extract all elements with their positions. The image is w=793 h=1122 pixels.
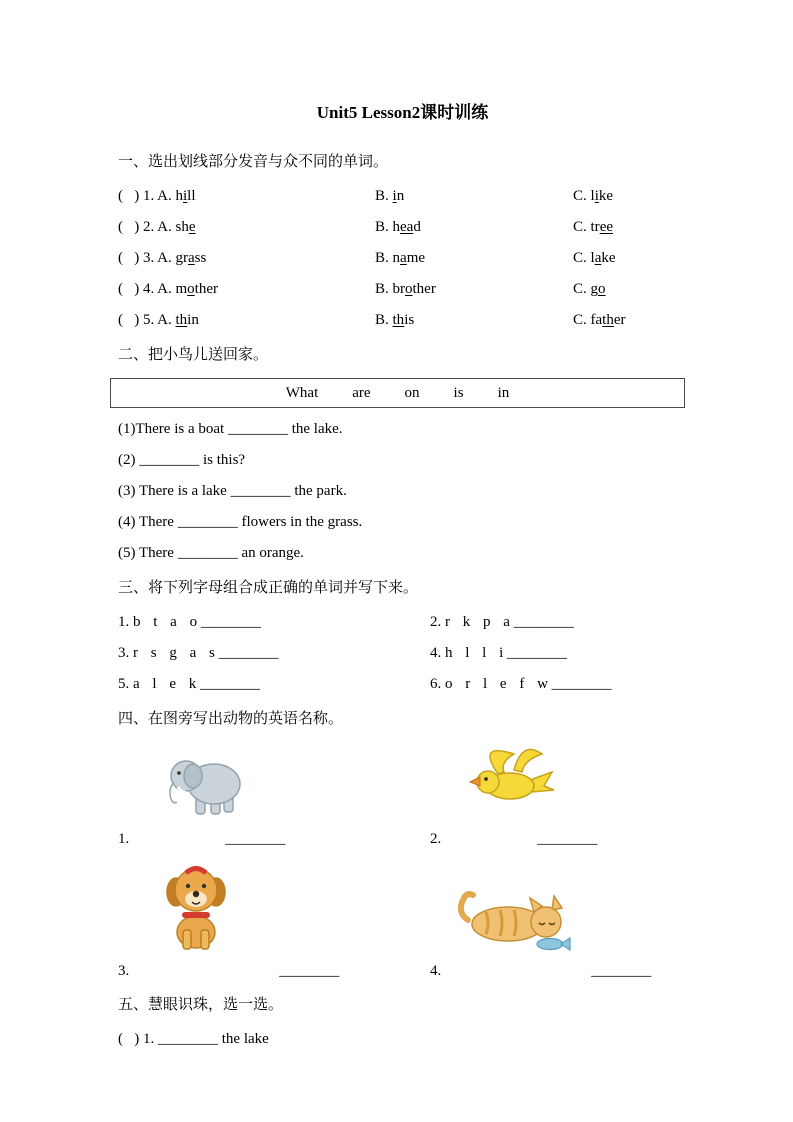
section3-heading: 三、将下列字母组合成正确的单词并写下来。 [118,580,419,596]
dog-icon [146,860,246,952]
section1-heading: 一、选出划线部分发音与众不同的单词。 [118,154,389,170]
pronunciation-option: C. like [573,188,614,204]
option-word: grass [175,250,207,266]
underlined-letters: ea [400,219,414,235]
pronunciation-option: B. brother [375,281,436,297]
animal-label-3 [118,956,430,986]
word-bank [110,378,685,408]
option-word: this [392,312,415,328]
elephant-icon [164,744,244,820]
animal-number: 4. [430,963,442,979]
pronunciation-option: B. name [375,250,426,266]
letter-scramble-item: 5. a l e k ________ [118,676,260,692]
answer-blank: ________ [551,676,612,692]
scrambled-letters: h l l i [445,645,504,661]
underlined-letters: a [594,250,602,266]
fill-blank-sentence: (3) There is a lake ________ the park. [118,483,347,499]
pronunciation-row [118,243,687,274]
letter-scramble-item: 1. b t a o ________ [118,614,261,630]
answer-blank: ________ [199,676,260,692]
pronunciation-row [118,212,687,243]
pronunciation-option: ( ) 4. A. mother [118,281,218,297]
pronunciation-option: B. this [375,312,415,328]
pronunciation-option: C. go [573,281,606,297]
animal-label-1 [118,824,430,854]
fill-blank-sentence: (4) There ________ flowers in the grass. [118,514,363,530]
animal-number: 2. [430,831,442,847]
pronunciation-option: C. tree [573,219,614,235]
dog-image-cell [118,860,430,952]
answer-blank: ________ [218,645,279,661]
pronunciation-row [118,274,687,305]
answer-blank: ________ [537,831,598,847]
animal-labels-row-2 [118,956,687,986]
option-word: go [590,281,606,297]
option-word: in [392,188,405,204]
option-word: tree [590,219,614,235]
underlined-letters: th [175,312,188,328]
answer-blank: ________ [591,963,652,979]
option-word: brother [392,281,436,297]
letter-scramble-item: 2. r k p a ________ [430,614,574,630]
underlined-letters: i [183,188,188,204]
pronunciation-option: ( ) 2. A. she [118,219,196,235]
page-title: Unit5 Lesson2课时训练 [316,103,489,122]
pronunciation-option: C. lake [573,250,616,266]
scrambled-letters: b t a o [133,614,198,630]
option-word: like [590,188,614,204]
cat-icon [454,882,572,952]
option-word: head [392,219,421,235]
pronunciation-option: ( ) 3. A. grass [118,250,207,266]
fill-blank-sentence: (1)There is a boat ________ the lake. [118,421,343,437]
section5-item-1: ( ) 1. ________ the lake [118,1031,269,1047]
pronunciation-row [118,181,687,212]
word-bank-word: on [404,384,420,401]
fill-blank-sentence: (2) ________ is this? [118,452,246,468]
option-word: father [590,312,626,328]
bird-image-cell [430,738,687,820]
option-word: she [175,219,196,235]
section2-heading: 二、把小鸟儿送回家。 [118,347,269,363]
pronunciation-option: C. father [573,312,626,328]
answer-blank: ________ [279,963,340,979]
option-word: name [392,250,426,266]
answer-blank: ________ [200,614,261,630]
answer-blank: ________ [225,831,286,847]
animal-images-row-1 [118,738,687,820]
section1-rows [118,181,687,336]
answer-blank: ________ [507,645,568,661]
scrambled-letters: r k p a [445,614,510,630]
scrambled-letters: o r l e f w [445,676,548,692]
animal-images-row-2 [118,860,687,952]
pronunciation-row [118,305,687,336]
fill-blank-sentence: (5) There ________ an orange. [118,545,304,561]
pronunciation-option: B. head [375,219,421,235]
pronunciation-option: ( ) 1. A. hill [118,188,196,204]
section5-heading: 五、慧眼识珠，选一选。 [118,997,284,1013]
scrambled-letters: r s g a s [133,645,215,661]
cat-image-cell [430,882,687,952]
word-bank-word: are [352,384,371,401]
pronunciation-option: B. in [375,188,405,204]
underlined-letters: i [594,188,599,204]
word-bank-word: in [497,384,510,401]
animal-number: 3. [118,963,130,979]
animal-labels-row-1 [118,824,687,854]
section4-heading: 四、在图旁写出动物的英语名称。 [118,711,344,727]
section3-grid [118,607,687,700]
option-word: thin [175,312,199,328]
animal-number: 1. [118,831,130,847]
option-word: lake [590,250,616,266]
letter-scramble-item: 6. o r l e f w ________ [430,676,612,692]
underlined-letters: i [392,188,397,204]
underlined-letters: a [400,250,407,266]
option-word: mother [175,281,218,297]
underlined-letters: o [598,281,606,297]
pronunciation-option: ( ) 5. A. thin [118,312,199,328]
word-bank-word: is [453,384,464,401]
letter-scramble-item: 4. h l l i ________ [430,645,568,661]
underlined-letters: ee [599,219,614,235]
animal-label-2 [430,824,687,854]
underlined-letters: a [188,250,195,266]
underlined-letters: th [392,312,405,328]
underlined-letters: th [602,312,614,328]
underlined-letters: o [187,281,195,297]
scrambled-letters: a l e k [133,676,197,692]
answer-blank: ________ [513,614,574,630]
elephant-image-cell [118,744,430,820]
option-word: hill [175,188,196,204]
word-bank-word: What [285,384,319,401]
letter-scramble-item: 3. r s g a s ________ [118,645,279,661]
bird-icon [460,738,556,820]
animal-label-4 [430,956,687,986]
section2-items [118,414,687,569]
underlined-letters: o [405,281,413,297]
underlined-letters: e [188,219,196,235]
